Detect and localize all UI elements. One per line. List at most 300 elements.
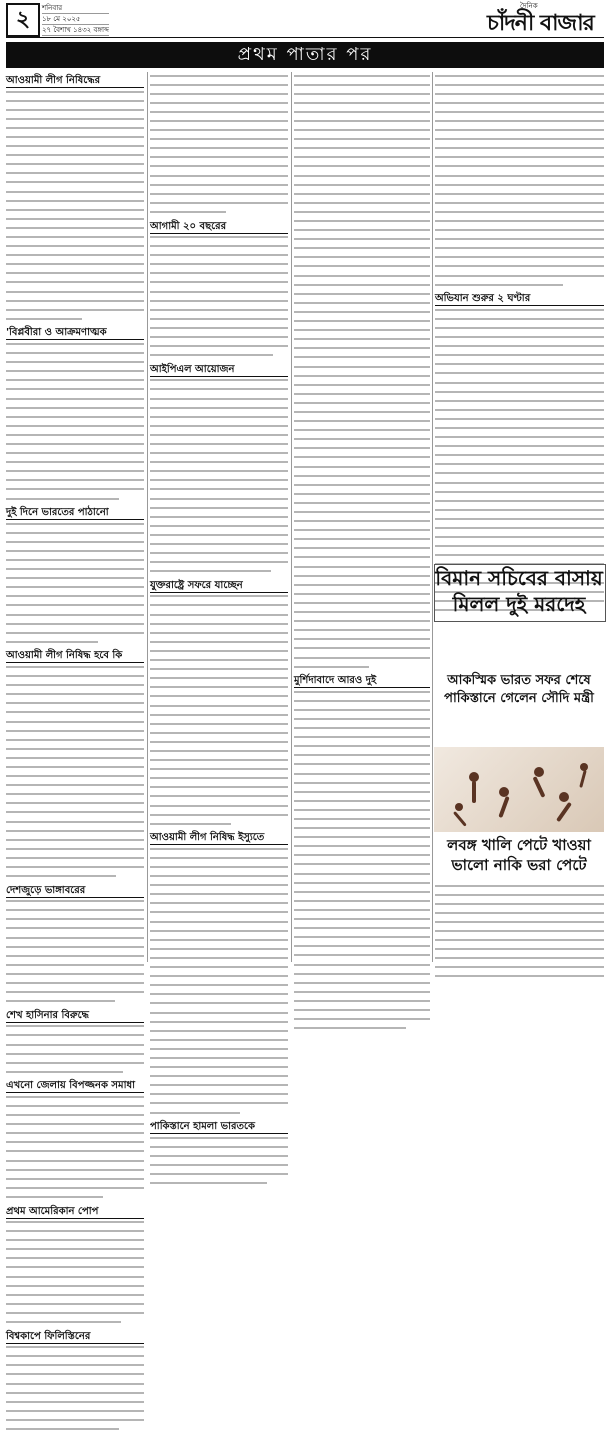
body-text-line <box>294 229 430 236</box>
body-text-line <box>150 1084 288 1091</box>
body-text-line <box>435 363 604 370</box>
article <box>6 1330 144 1435</box>
body-text-line <box>294 475 430 482</box>
body-text-line <box>6 136 144 143</box>
body-text-line <box>6 461 144 468</box>
body-text-line <box>6 1303 144 1310</box>
body-text-line <box>294 75 430 82</box>
body-text-line <box>294 375 430 382</box>
body-text-line <box>435 309 604 316</box>
body-text-line <box>435 948 604 955</box>
body-text-line <box>294 1000 430 1007</box>
body-text-line <box>150 939 288 946</box>
body-text-line <box>150 416 288 423</box>
body-text-line <box>150 884 288 891</box>
body-text-line <box>435 885 604 892</box>
body-text-line <box>435 138 604 145</box>
body-text-line <box>294 827 430 834</box>
body-text-line <box>150 1146 288 1153</box>
body-text-line <box>6 1401 144 1408</box>
body-text-line <box>6 595 144 602</box>
body-text-line <box>435 545 604 552</box>
body-text-line <box>150 543 288 550</box>
body-text-line <box>294 954 430 961</box>
body-text-line <box>150 379 288 386</box>
body-text-line <box>6 127 144 134</box>
body-text-line <box>294 456 430 463</box>
body-text-line <box>294 620 430 627</box>
body-text-line <box>435 147 604 154</box>
body-text-line <box>435 265 604 272</box>
body-text-line <box>150 336 288 343</box>
body-text-line <box>150 604 288 611</box>
body-text-line <box>6 1364 144 1371</box>
body-text-line <box>6 118 144 125</box>
body-text-line <box>150 695 288 702</box>
body-text-line <box>6 416 144 423</box>
body-text-line <box>6 1105 144 1112</box>
body-text-line <box>294 547 430 554</box>
body-text-line <box>6 1169 144 1176</box>
body-text-line <box>294 220 430 227</box>
body-text-line <box>150 254 288 261</box>
body-text-line <box>150 1112 288 1119</box>
article <box>294 674 430 1034</box>
body-text-line <box>6 848 144 855</box>
body-text-line <box>435 427 604 434</box>
body-text-line <box>435 930 604 937</box>
body-text-line <box>6 866 144 873</box>
body-text-line <box>150 1093 288 1100</box>
body-text-line <box>435 84 604 91</box>
article <box>6 1009 144 1078</box>
body-text-line <box>294 800 430 807</box>
body-text-line <box>294 447 430 454</box>
body-text-line <box>6 693 144 700</box>
column-divider <box>147 72 148 962</box>
body-text-line <box>294 556 430 563</box>
body-text-line <box>294 973 430 980</box>
body-text-line <box>435 75 604 82</box>
feature-headline-3: লবঙ্গ খালি পেটে খাওয়া ভালো নাকি ভরা পেটে <box>447 836 591 874</box>
body-text-line <box>294 538 430 545</box>
body-text-line <box>150 184 288 191</box>
body-text-line <box>294 165 430 172</box>
body-text-line <box>6 407 144 414</box>
body-text-line <box>294 293 430 300</box>
body-text-line <box>6 379 144 386</box>
body-text-line <box>6 398 144 405</box>
article-headline: আওয়ামী লীগ নিষিদ্ধ ইস্যুতে <box>150 831 288 845</box>
body-text-line <box>435 220 604 227</box>
body-text-line <box>150 614 288 621</box>
body-text-line <box>435 921 604 928</box>
body-text-line <box>150 768 288 775</box>
body-text-line <box>6 982 144 989</box>
body-text-line <box>294 238 430 245</box>
body-text-line <box>435 382 604 389</box>
body-text-line <box>6 1266 144 1273</box>
body-text-line <box>435 247 604 254</box>
body-text-line <box>150 632 288 639</box>
body-text-line <box>6 550 144 557</box>
article-headline: আওয়ামী লীগ নিষিদ্ধের <box>6 74 144 88</box>
body-text-line <box>435 939 604 946</box>
body-text-line <box>294 566 430 573</box>
body-text-line <box>6 973 144 980</box>
body-text-line <box>150 795 288 802</box>
body-text-line <box>294 402 430 409</box>
body-text-line <box>294 438 430 445</box>
date-bengali: ২৭ বৈশাখ ১৪৩২ বঙ্গাব্দ <box>42 26 109 34</box>
body-text-line <box>150 866 288 873</box>
body-text-line <box>6 739 144 746</box>
body-text-line <box>435 102 604 109</box>
body-text-line <box>435 509 604 516</box>
body-text-line <box>150 84 288 91</box>
body-text-line <box>6 946 144 953</box>
body-text-line <box>150 425 288 432</box>
body-text-line <box>435 903 604 910</box>
body-text-line <box>435 345 604 352</box>
body-text-line <box>435 336 604 343</box>
body-text-line <box>294 873 430 880</box>
body-text-line <box>435 211 604 218</box>
body-text-line <box>294 356 430 363</box>
body-text-line <box>294 202 430 209</box>
feature-headline-2: আকস্মিক ভারত সফর শেষে পাকিস্তানে গেলেন সৌদি মন্ত্রী <box>444 673 594 706</box>
article <box>435 75 604 291</box>
body-text-line <box>150 650 288 657</box>
article-headline: এখনো জেলায় বিপজ্জনক সমাধা <box>6 1079 144 1093</box>
body-text-line <box>6 172 144 179</box>
body-text-line <box>435 327 604 334</box>
body-text-line <box>6 937 144 944</box>
body-text-line <box>294 691 430 698</box>
body-text-line <box>6 586 144 593</box>
body-text-line <box>294 638 430 645</box>
body-text-line <box>6 793 144 800</box>
body-text-line <box>294 102 430 109</box>
body-text-line <box>435 256 604 263</box>
body-text-line <box>150 857 288 864</box>
article-headline: পাকিস্তানে হামলা ভারতকে <box>150 1120 288 1134</box>
body-text-line <box>6 1294 144 1301</box>
article <box>150 363 288 577</box>
body-text-line <box>294 302 430 309</box>
body-text-line <box>294 709 430 716</box>
body-text-line <box>6 1053 144 1060</box>
body-text-line <box>294 111 430 118</box>
body-text-line <box>6 1114 144 1121</box>
body-text-line <box>150 911 288 918</box>
body-text-line <box>435 165 604 172</box>
body-text-line <box>150 120 288 127</box>
body-text-line <box>6 568 144 575</box>
body-text-line <box>6 918 144 925</box>
body-text-line <box>6 857 144 864</box>
body-text-line <box>294 575 430 582</box>
body-text-line <box>6 875 144 882</box>
body-text-line <box>6 766 144 773</box>
body-text-line <box>150 641 288 648</box>
body-text-line <box>294 493 430 500</box>
body-text-line <box>6 748 144 755</box>
body-text-line <box>294 602 430 609</box>
body-text-line <box>6 200 144 207</box>
body-text-line <box>6 181 144 188</box>
body-text-line <box>435 975 604 982</box>
body-text-line <box>6 1196 144 1203</box>
body-text-line <box>435 454 604 461</box>
body-text-line <box>435 409 604 416</box>
body-text-line <box>150 848 288 855</box>
body-text-line <box>435 229 604 236</box>
body-text-line <box>150 443 288 450</box>
body-text-line <box>150 552 288 559</box>
body-text-line <box>294 657 430 664</box>
body-text-line <box>150 111 288 118</box>
body-text-line <box>6 343 144 350</box>
body-text-line <box>294 275 430 282</box>
body-text-line <box>294 175 430 182</box>
article <box>6 884 144 1007</box>
body-text-line <box>294 411 430 418</box>
body-text-line <box>150 93 288 100</box>
body-text-line <box>6 1373 144 1380</box>
body-text-line <box>150 318 288 325</box>
body-text-line <box>150 309 288 316</box>
body-text-line <box>6 1410 144 1417</box>
body-text-line <box>150 786 288 793</box>
body-text-line <box>294 329 430 336</box>
body-text-line <box>294 763 430 770</box>
body-text-line <box>150 534 288 541</box>
body-text-line <box>150 129 288 136</box>
body-text-line <box>6 1419 144 1426</box>
body-text-line <box>294 891 430 898</box>
body-text-line <box>150 893 288 900</box>
masthead <box>0 0 610 40</box>
body-text-line <box>6 1123 144 1130</box>
body-text-line <box>150 1030 288 1037</box>
body-text-line <box>6 675 144 682</box>
body-text-line <box>435 156 604 163</box>
article <box>6 74 144 324</box>
body-text-line <box>6 434 144 441</box>
body-text-line <box>6 1132 144 1139</box>
body-text-line <box>6 1321 144 1328</box>
body-text-line <box>6 191 144 198</box>
body-text-line <box>6 443 144 450</box>
body-text-line <box>6 1355 144 1362</box>
article-headline: 'বিপ্লবীরা ও আক্রমণাত্মক <box>6 326 144 340</box>
body-text-line <box>6 909 144 916</box>
body-text-line <box>6 245 144 252</box>
body-text-line <box>6 577 144 584</box>
body-text-line <box>435 175 604 182</box>
body-text-line <box>6 775 144 782</box>
body-text-line <box>150 723 288 730</box>
date-block <box>42 3 109 36</box>
body-text-line <box>294 718 430 725</box>
body-text-line <box>6 370 144 377</box>
body-text-line <box>150 488 288 495</box>
body-text-line <box>6 227 144 234</box>
body-text-line <box>150 281 288 288</box>
article <box>6 1079 144 1202</box>
article <box>150 220 288 361</box>
body-text-line <box>150 236 288 243</box>
body-text-line <box>435 238 604 245</box>
article-headline: বিশ্বকাপে ফিলিস্তিনের <box>6 1330 144 1344</box>
body-text-line <box>150 452 288 459</box>
body-text-line <box>6 1346 144 1353</box>
body-text-line <box>150 1039 288 1046</box>
body-text-line <box>435 472 604 479</box>
body-text-line <box>150 300 288 307</box>
body-text-line <box>294 147 430 154</box>
body-text-line <box>6 281 144 288</box>
section-banner: প্রথম পাতার পর <box>6 42 604 68</box>
body-text-line <box>435 527 604 534</box>
body-text-line <box>435 275 604 282</box>
body-text-line <box>435 436 604 443</box>
body-text-line <box>294 129 430 136</box>
body-text-line <box>6 711 144 718</box>
body-text-line <box>6 1025 144 1032</box>
column-3 <box>294 72 430 962</box>
body-text-line <box>150 525 288 532</box>
body-text-line <box>294 1018 430 1025</box>
body-text-line <box>6 1383 144 1390</box>
body-text-line <box>150 165 288 172</box>
body-text-line <box>150 902 288 909</box>
body-text-line <box>435 445 604 452</box>
body-text-line <box>294 320 430 327</box>
body-text-line <box>6 1071 144 1078</box>
body-text-line <box>6 291 144 298</box>
column-1 <box>6 72 144 1342</box>
column-4 <box>435 72 604 562</box>
body-text-line <box>294 945 430 952</box>
body-text-line <box>294 773 430 780</box>
body-text-line <box>294 120 430 127</box>
body-text-line <box>294 918 430 925</box>
body-text-line <box>294 700 430 707</box>
article-headline: প্রথম আমেরিকান পোপ <box>6 1205 144 1219</box>
body-text-line <box>6 1096 144 1103</box>
body-text-line <box>294 909 430 916</box>
body-text-line <box>150 948 288 955</box>
body-text-line <box>6 721 144 728</box>
body-text-line <box>6 100 144 107</box>
body-text-line <box>435 518 604 525</box>
article <box>6 506 144 647</box>
body-text-line <box>294 520 430 527</box>
body-text-line <box>6 1187 144 1194</box>
body-text-line <box>294 584 430 591</box>
body-text-line <box>150 272 288 279</box>
column-4-bottom <box>435 882 604 962</box>
body-text-line <box>294 809 430 816</box>
body-text-line <box>150 814 288 821</box>
body-text-line <box>6 811 144 818</box>
body-text-line <box>6 623 144 630</box>
body-text-line <box>294 964 430 971</box>
body-text-line <box>150 993 288 1000</box>
body-text-line <box>6 900 144 907</box>
body-text-line <box>6 1141 144 1148</box>
body-text-line <box>435 184 604 191</box>
body-text-line <box>294 529 430 536</box>
body-text-line <box>150 1173 288 1180</box>
body-text-line <box>150 930 288 937</box>
body-text-line <box>6 91 144 98</box>
body-text-line <box>150 434 288 441</box>
body-text-line <box>294 936 430 943</box>
body-text-line <box>294 484 430 491</box>
body-text-line <box>150 668 288 675</box>
body-text-line <box>150 407 288 414</box>
article <box>150 1120 288 1189</box>
body-text-line <box>6 632 144 639</box>
body-text-line <box>150 705 288 712</box>
body-text-line <box>6 532 144 539</box>
article-headline: দুই দিনে ভারতের পাঠানো <box>6 506 144 520</box>
body-text-line <box>6 388 144 395</box>
body-text-line <box>6 1276 144 1283</box>
body-text-line <box>294 393 430 400</box>
body-text-line <box>294 1027 430 1034</box>
body-text-line <box>6 666 144 673</box>
body-text-line <box>294 900 430 907</box>
body-text-line <box>6 300 144 307</box>
body-text-line <box>150 714 288 721</box>
body-text-line <box>6 1392 144 1399</box>
body-text-line <box>150 741 288 748</box>
column-divider <box>291 72 292 962</box>
body-text-line <box>6 964 144 971</box>
body-text-line <box>294 93 430 100</box>
body-text-line <box>435 284 604 291</box>
article <box>150 831 288 1118</box>
body-text-line <box>150 975 288 982</box>
body-text-line <box>150 479 288 486</box>
body-text-line <box>6 109 144 116</box>
body-text-line <box>6 145 144 152</box>
body-text-line <box>6 1312 144 1319</box>
article <box>6 1205 144 1328</box>
body-text-line <box>150 1075 288 1082</box>
body-text-line <box>294 991 430 998</box>
body-text-line <box>6 1034 144 1041</box>
body-text-line <box>6 821 144 828</box>
body-text-line <box>150 732 288 739</box>
body-text-line <box>6 991 144 998</box>
paper-name-logo: চাঁদনী বাজার <box>487 11 594 36</box>
article-headline: আগামী ২০ বছরের <box>150 220 288 234</box>
body-text-line <box>294 727 430 734</box>
body-text-line <box>150 211 288 218</box>
clove-photo <box>434 747 604 832</box>
body-text-line <box>6 1221 144 1228</box>
body-text-line <box>150 75 288 82</box>
body-text-line <box>6 784 144 791</box>
body-text-line <box>150 1102 288 1109</box>
body-text-line <box>435 482 604 489</box>
body-text-line <box>435 957 604 964</box>
